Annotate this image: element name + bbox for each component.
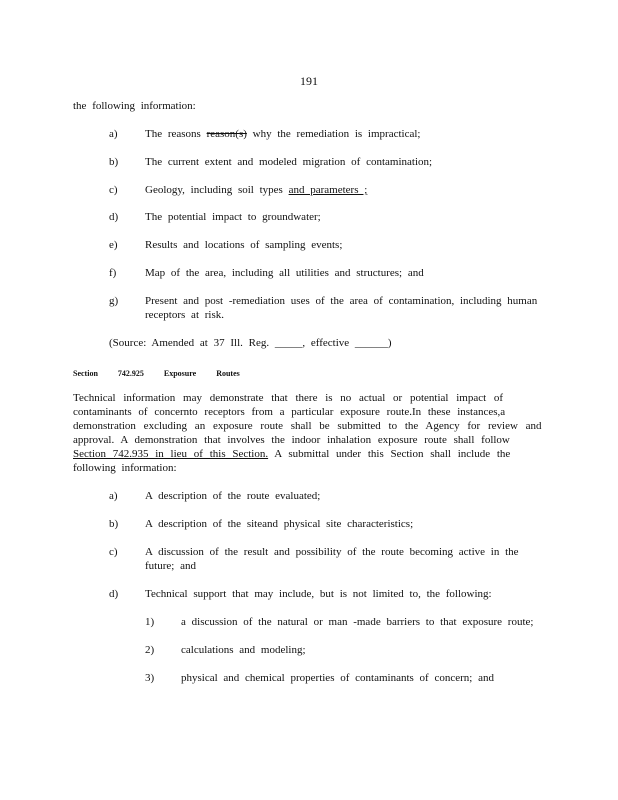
sublist-label: 1)	[145, 616, 155, 628]
list-label: e)	[109, 239, 118, 251]
list-item: A discussion of the result and possibility of the route becoming active in the	[145, 546, 519, 558]
paragraph-line: following information:	[73, 462, 177, 474]
blank-field: ______	[354, 337, 388, 349]
section-heading: Section 742.925 Exposure Routes	[73, 369, 240, 378]
source-text: , effective	[302, 337, 355, 349]
list-item: Results and locations of sampling events;	[145, 239, 343, 251]
paragraph-line: Technical information may demonstrate that there is no actual or potential impact of	[73, 392, 504, 404]
list-item: A description of the siteand physical site characteristics;	[145, 518, 414, 530]
list-item-continued: receptors at risk.	[145, 309, 224, 321]
list-item: Present and post -remediation uses of the area of contamination, including human	[145, 295, 538, 307]
list-label: b)	[109, 518, 119, 530]
page-number: 191	[300, 74, 318, 88]
list-item: The potential impact to groundwater;	[145, 211, 321, 223]
source-text: (Source: Amended at 37 Ill. Reg.	[109, 337, 275, 349]
list-item: Map of the area, including all utilities and structures; and	[145, 267, 424, 279]
list-label: g)	[109, 295, 119, 307]
paragraph-line	[73, 448, 510, 461]
list-label: c)	[109, 184, 118, 196]
sublist-label: 3)	[145, 672, 155, 684]
item-text: why the remediation is impractical;	[246, 128, 421, 140]
inserted-text: and parameters ;	[288, 184, 368, 196]
list-label: d)	[109, 211, 119, 223]
list-label: f)	[109, 267, 117, 279]
blank-field: _____	[274, 337, 303, 349]
paragraph-line: approval. A demonstration that involves the indoor inhalation exposure route shall follow	[73, 434, 510, 446]
deleted-text: reason(s)	[206, 128, 247, 140]
list-item	[145, 128, 420, 141]
list-label: b)	[109, 156, 119, 168]
sublist-item: a discussion of the natural or man -made barriers to that exposure route;	[181, 616, 534, 628]
list-item: A description of the route evaluated;	[145, 490, 321, 502]
paragraph-line: demonstration excluding an exposure route shall be submitted to the Agency for review and	[73, 420, 542, 432]
source-note	[109, 337, 392, 350]
list-label: a)	[109, 490, 118, 502]
list-label: a)	[109, 128, 118, 140]
list-item: Technical support that may include, but is not limited to, the following:	[145, 588, 492, 600]
item-text: Geology, including soil types	[145, 184, 289, 196]
list-label: d)	[109, 588, 119, 600]
list-label: c)	[109, 546, 118, 558]
source-text: )	[387, 337, 392, 349]
inserted-text: Section 742.935 in lieu of this Section.	[73, 448, 269, 460]
sublist-item: physical and chemical properties of contaminants of concern; and	[181, 672, 494, 684]
sublist-label: 2)	[145, 644, 155, 656]
list-item-continued: future; and	[145, 560, 196, 572]
list-item: The current extent and modeled migration of contamination;	[145, 156, 433, 168]
paragraph-line: contaminants of concernto receptors from a particular exposure route.In these instances,a	[73, 406, 506, 418]
paragraph-text: A submittal under this Section shall include the	[268, 448, 511, 460]
item-text: The reasons	[145, 128, 207, 140]
list-item	[145, 184, 367, 197]
sublist-item: calculations and modeling;	[181, 644, 306, 656]
intro-text: the following information:	[73, 100, 196, 112]
